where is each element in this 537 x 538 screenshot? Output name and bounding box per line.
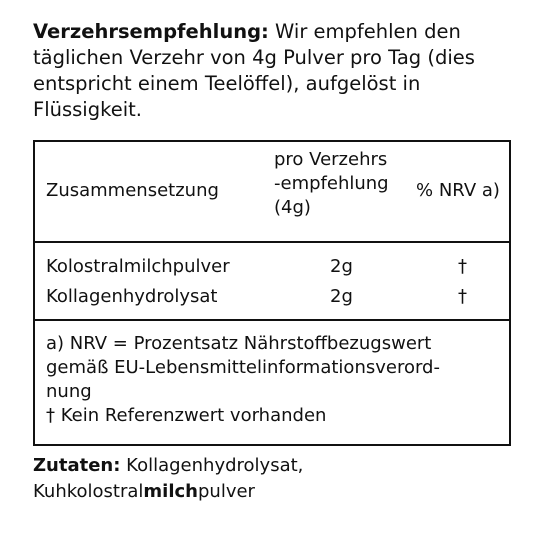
header-amount <box>274 148 389 220</box>
intake-recommendation <box>33 19 513 123</box>
row-nrv: † <box>458 286 467 307</box>
table-body <box>35 243 509 321</box>
composition-table <box>33 140 511 446</box>
footnote-nrv-line3: nung <box>46 381 92 402</box>
header-amount-line2: -empfehlung <box>274 173 389 194</box>
ingredients-line1 <box>33 453 513 479</box>
ingredients <box>33 453 513 505</box>
row-amount: 2g <box>330 256 353 277</box>
table-footnotes <box>35 321 509 444</box>
header-composition: Zusammensetzung <box>46 180 219 201</box>
ingredients-label: Zutaten: <box>33 455 121 476</box>
table-header-row <box>35 142 509 243</box>
header-amount-line3: (4g) <box>274 197 311 218</box>
row-name: Kolostralmilchpulver <box>46 256 230 277</box>
ingredients-text: Kollagenhydrolysat, <box>120 455 304 476</box>
intake-recommendation-text: Wir empfehlen den täglichen Verzehr von 4g Pulver pro Tag (dies entspricht einem Teelöffel), aufgelöst in Flüssigkeit. <box>33 20 475 121</box>
ingredients-allergen: milch <box>143 481 198 502</box>
intake-recommendation-label: Verzehrsempfehlung: <box>33 20 269 43</box>
ingredients-part-post: pulver <box>198 481 255 502</box>
footnote-dagger: † Kein Referenzwert vorhanden <box>46 405 327 426</box>
header-amount-line1: pro Verzehrs <box>274 149 388 170</box>
header-nrv: % NRV a) <box>416 180 500 201</box>
ingredients-part-pre: Kuhkolostral <box>33 481 144 502</box>
footnote-nrv-line1: a) NRV = Prozentsatz Nährstoffbezugswert <box>46 333 432 354</box>
ingredients-line2 <box>33 479 513 505</box>
row-amount: 2g <box>330 286 353 307</box>
row-name: Kollagenhydrolysat <box>46 286 218 307</box>
row-nrv: † <box>458 256 467 277</box>
footnote-nrv-line2: gemäß EU-Lebensmittelinformationsverord- <box>46 357 440 378</box>
footnote-text <box>46 332 506 428</box>
